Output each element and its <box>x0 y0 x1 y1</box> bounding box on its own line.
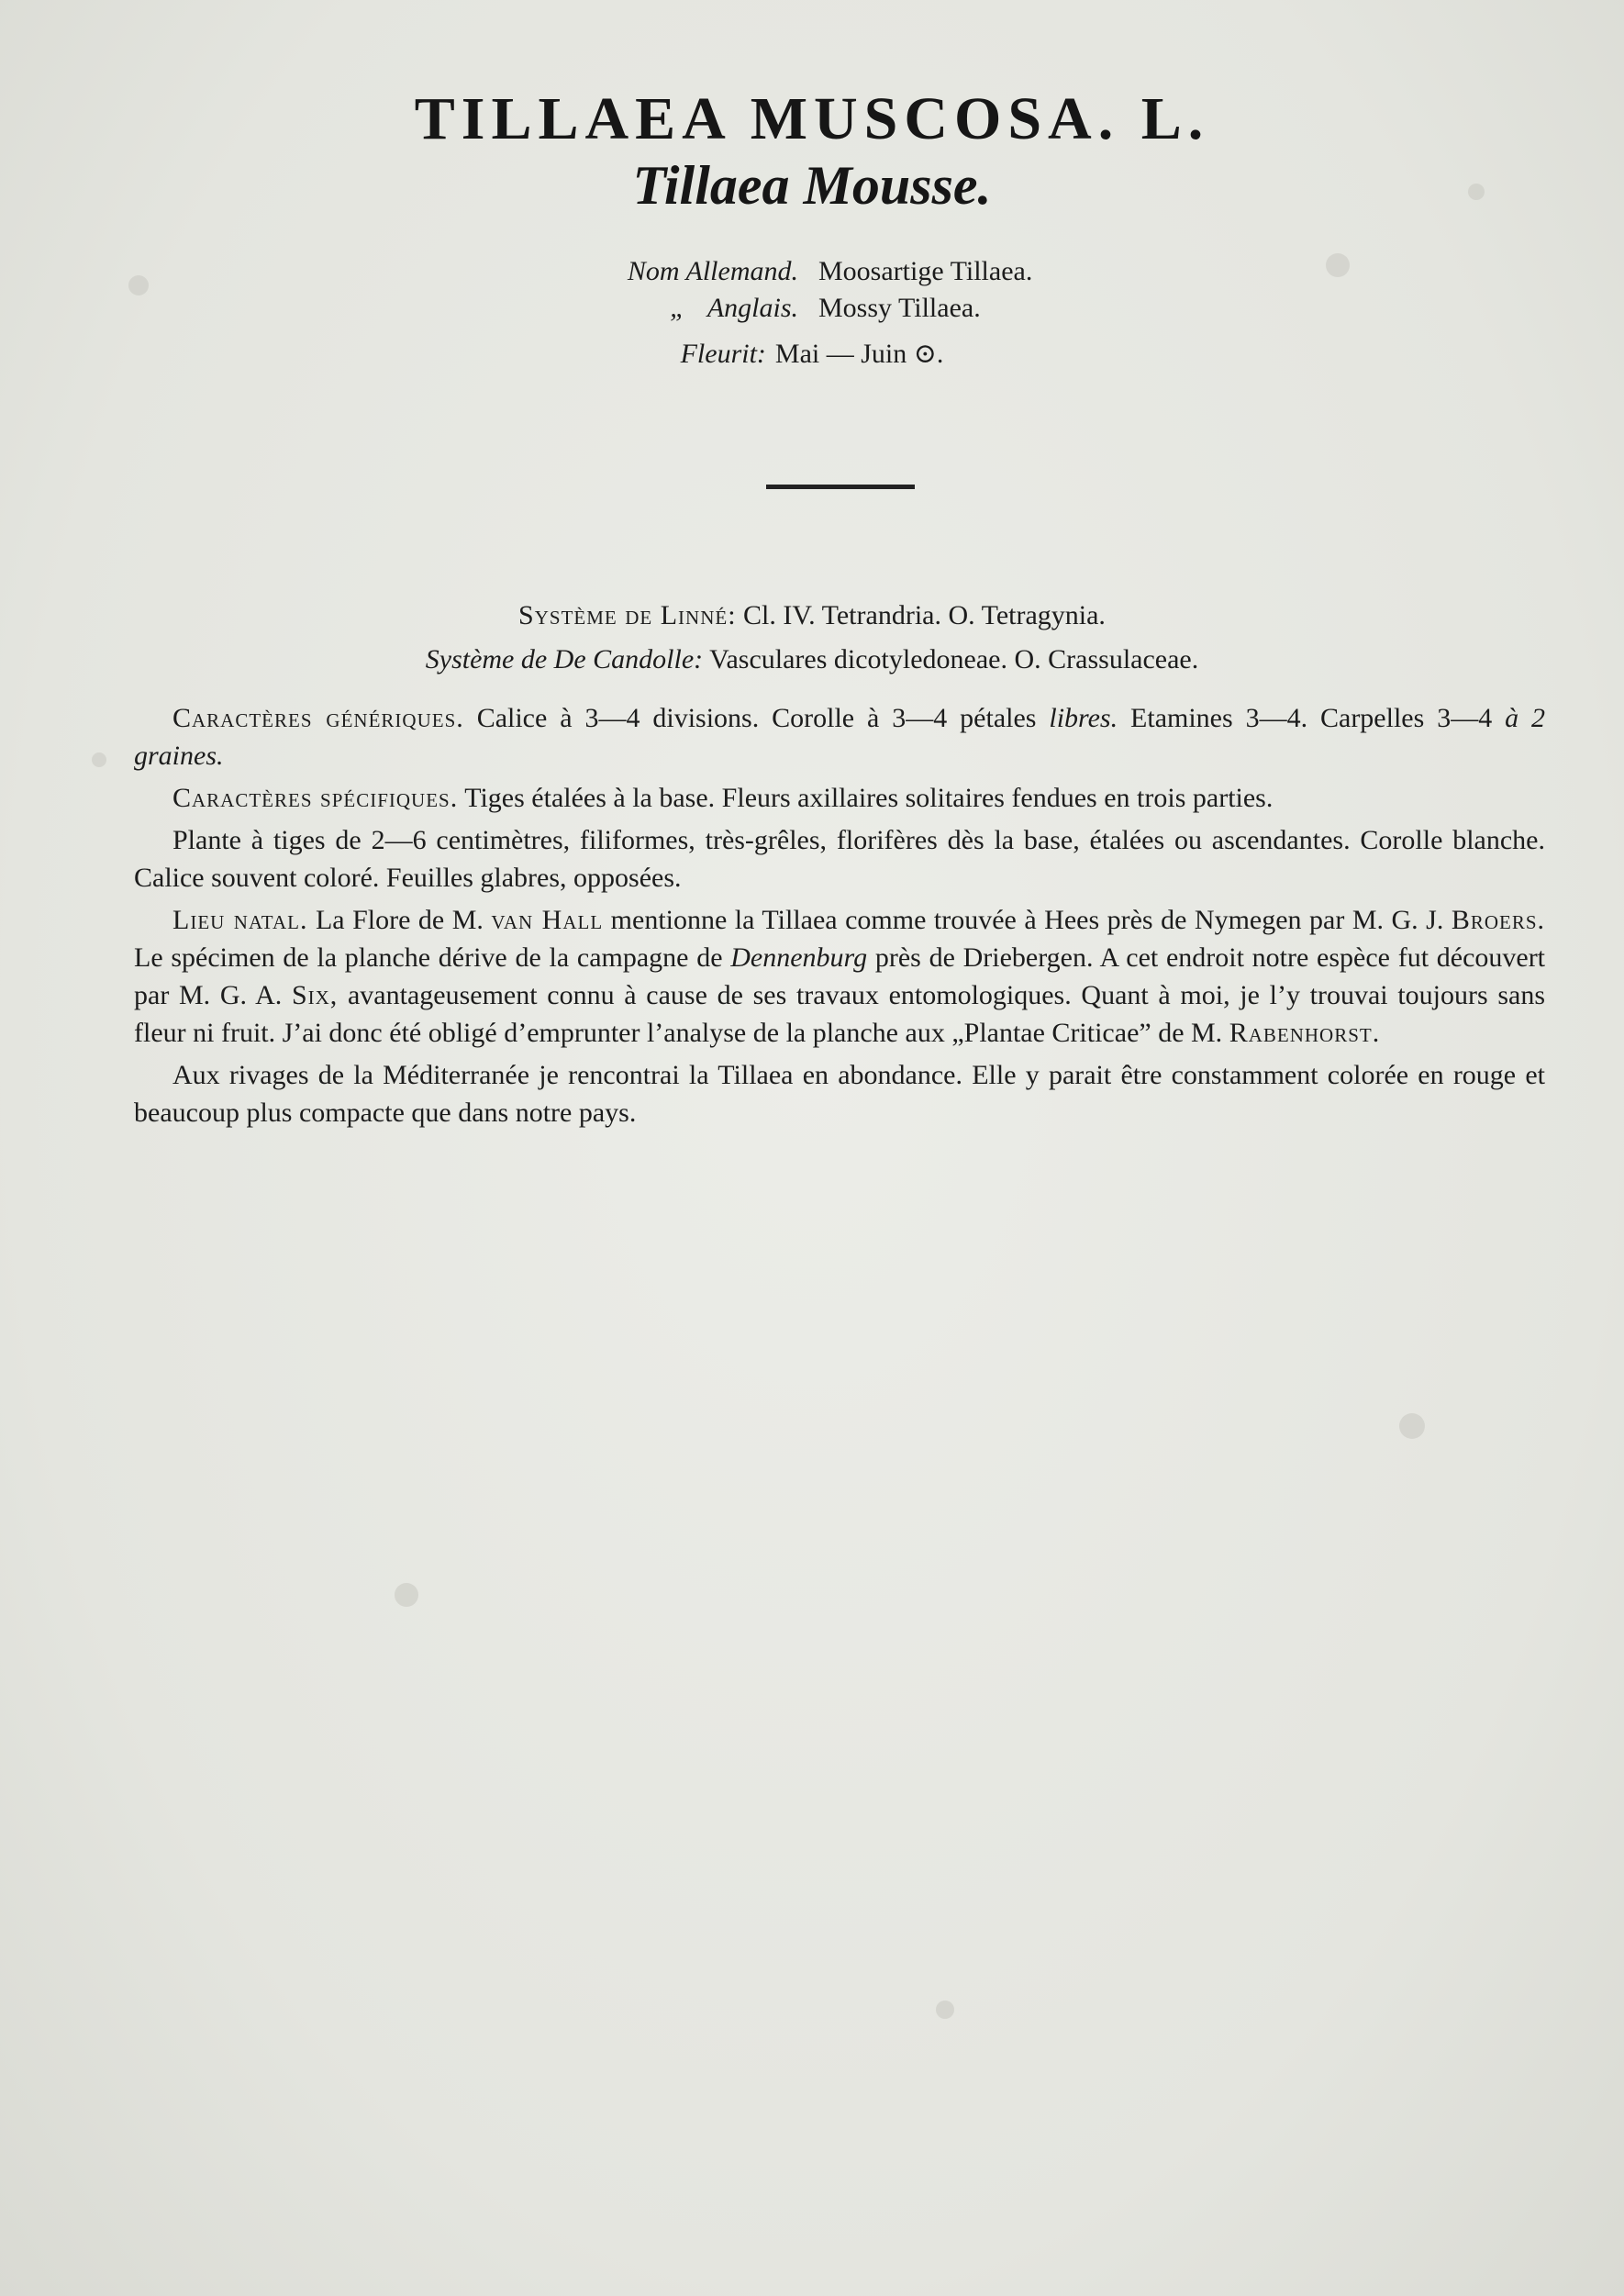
mediterranean-text: Aux rivages de la Méditerranée je rencontrai la Tillaea en abondance. Elle y parait être constamment colorée en rouge et beaucoup plus compacte que dans notre pays. <box>134 1060 1545 1128</box>
habitat-name-1: van Hall <box>491 905 604 935</box>
german-name-row <box>578 253 1032 290</box>
generic-text-b: Etamines 3—4. Carpelles 3—4 <box>1130 703 1493 733</box>
habitat-paragraph <box>134 901 1545 1052</box>
habitat-place: Dennenburg <box>730 942 868 973</box>
main-text <box>134 699 1545 1136</box>
generic-text-a: Calice à 3—4 divisions. Corolle à 3—4 pétales <box>476 703 1037 733</box>
english-label-wrap <box>578 290 798 327</box>
linne-value: Cl. IV. Tetrandria. O. Tetragynia. <box>743 600 1106 630</box>
paper-speck <box>395 1583 418 1607</box>
habitat-label: Lieu natal. <box>172 905 308 935</box>
generic-italic-b: à 2 graines. <box>134 703 1546 771</box>
habitat-text-2: mentionne la Tillaea comme trouvée à Hees près de Nymegen par M. G. J. <box>610 905 1444 935</box>
habitat-text-4: près de Driebergen. A cet endroit notre espèce fut découvert par M. G. A. <box>134 942 1546 1010</box>
english-name: Mossy Tillaea. <box>818 293 981 323</box>
habitat-name-3: Six, <box>291 980 339 1010</box>
paper-speck <box>128 275 149 295</box>
section-divider <box>766 485 915 489</box>
habitat-text-3: Le spécimen de la planche dérive de la campagne de <box>134 942 723 973</box>
specific-label: Caractères spécifiques. <box>172 783 459 813</box>
german-name: Moosartige Tillaea. <box>818 256 1033 286</box>
linne-system-line <box>0 600 1624 631</box>
candolle-label: Système de De Candolle: <box>425 644 704 674</box>
description-text: Plante à tiges de 2—6 centimètres, filiformes, très-grêles, florifères dès la base, étalées ou ascendantes. Corolle blanche. Calice souvent coloré. Feuilles glabres, opposées. <box>134 825 1545 893</box>
paper-speck <box>1399 1413 1425 1439</box>
paper-speck <box>1326 253 1350 277</box>
specific-characters-paragraph <box>134 779 1545 817</box>
habitat-text-5: avantageusement connu à cause de ses travaux entomologiques. Quant à moi, je l’y trouvai toujours sans fleur ni fruit. J’ai donc été obligé d’emprunter l’analyse de la planche aux „Plantae Criticae” de M. <box>134 980 1546 1048</box>
ditto-mark: „ <box>670 293 685 323</box>
generic-characters-paragraph <box>134 699 1545 775</box>
page-title: TILLAEA MUSCOSA. L. <box>414 85 1210 152</box>
habitat-name-2: Broers. <box>1451 905 1546 935</box>
candolle-system-line <box>0 644 1624 675</box>
habitat-name-4: Rabenhorst. <box>1229 1018 1381 1048</box>
generic-italic-a: libres. <box>1049 703 1118 733</box>
mediterranean-paragraph <box>134 1056 1545 1131</box>
paper-speck <box>92 752 106 767</box>
habitat-text-1: La Flore de M. <box>315 905 484 935</box>
common-names <box>578 253 1032 327</box>
linne-label: Système de Linné: <box>518 600 737 630</box>
paper-speck <box>936 2001 954 2019</box>
flowering-value: Mai — Juin ⊙. <box>774 339 944 369</box>
generic-label: Caractères génériques. <box>172 703 464 733</box>
specific-text: Tiges étalées à la base. Fleurs axillaires solitaires fendues en trois parties. <box>464 783 1274 813</box>
english-name-row <box>578 290 1032 327</box>
description-paragraph <box>134 821 1545 897</box>
candolle-value: Vasculares dicotyledoneae. O. Crassulaceae. <box>709 644 1199 674</box>
english-label: Anglais. <box>706 293 798 323</box>
german-label: Nom Allemand. <box>627 256 798 286</box>
flowering-label: Fleurit: <box>680 339 766 369</box>
page-subtitle: Tillaea Mousse. <box>632 155 992 216</box>
flowering-line <box>0 338 1624 370</box>
